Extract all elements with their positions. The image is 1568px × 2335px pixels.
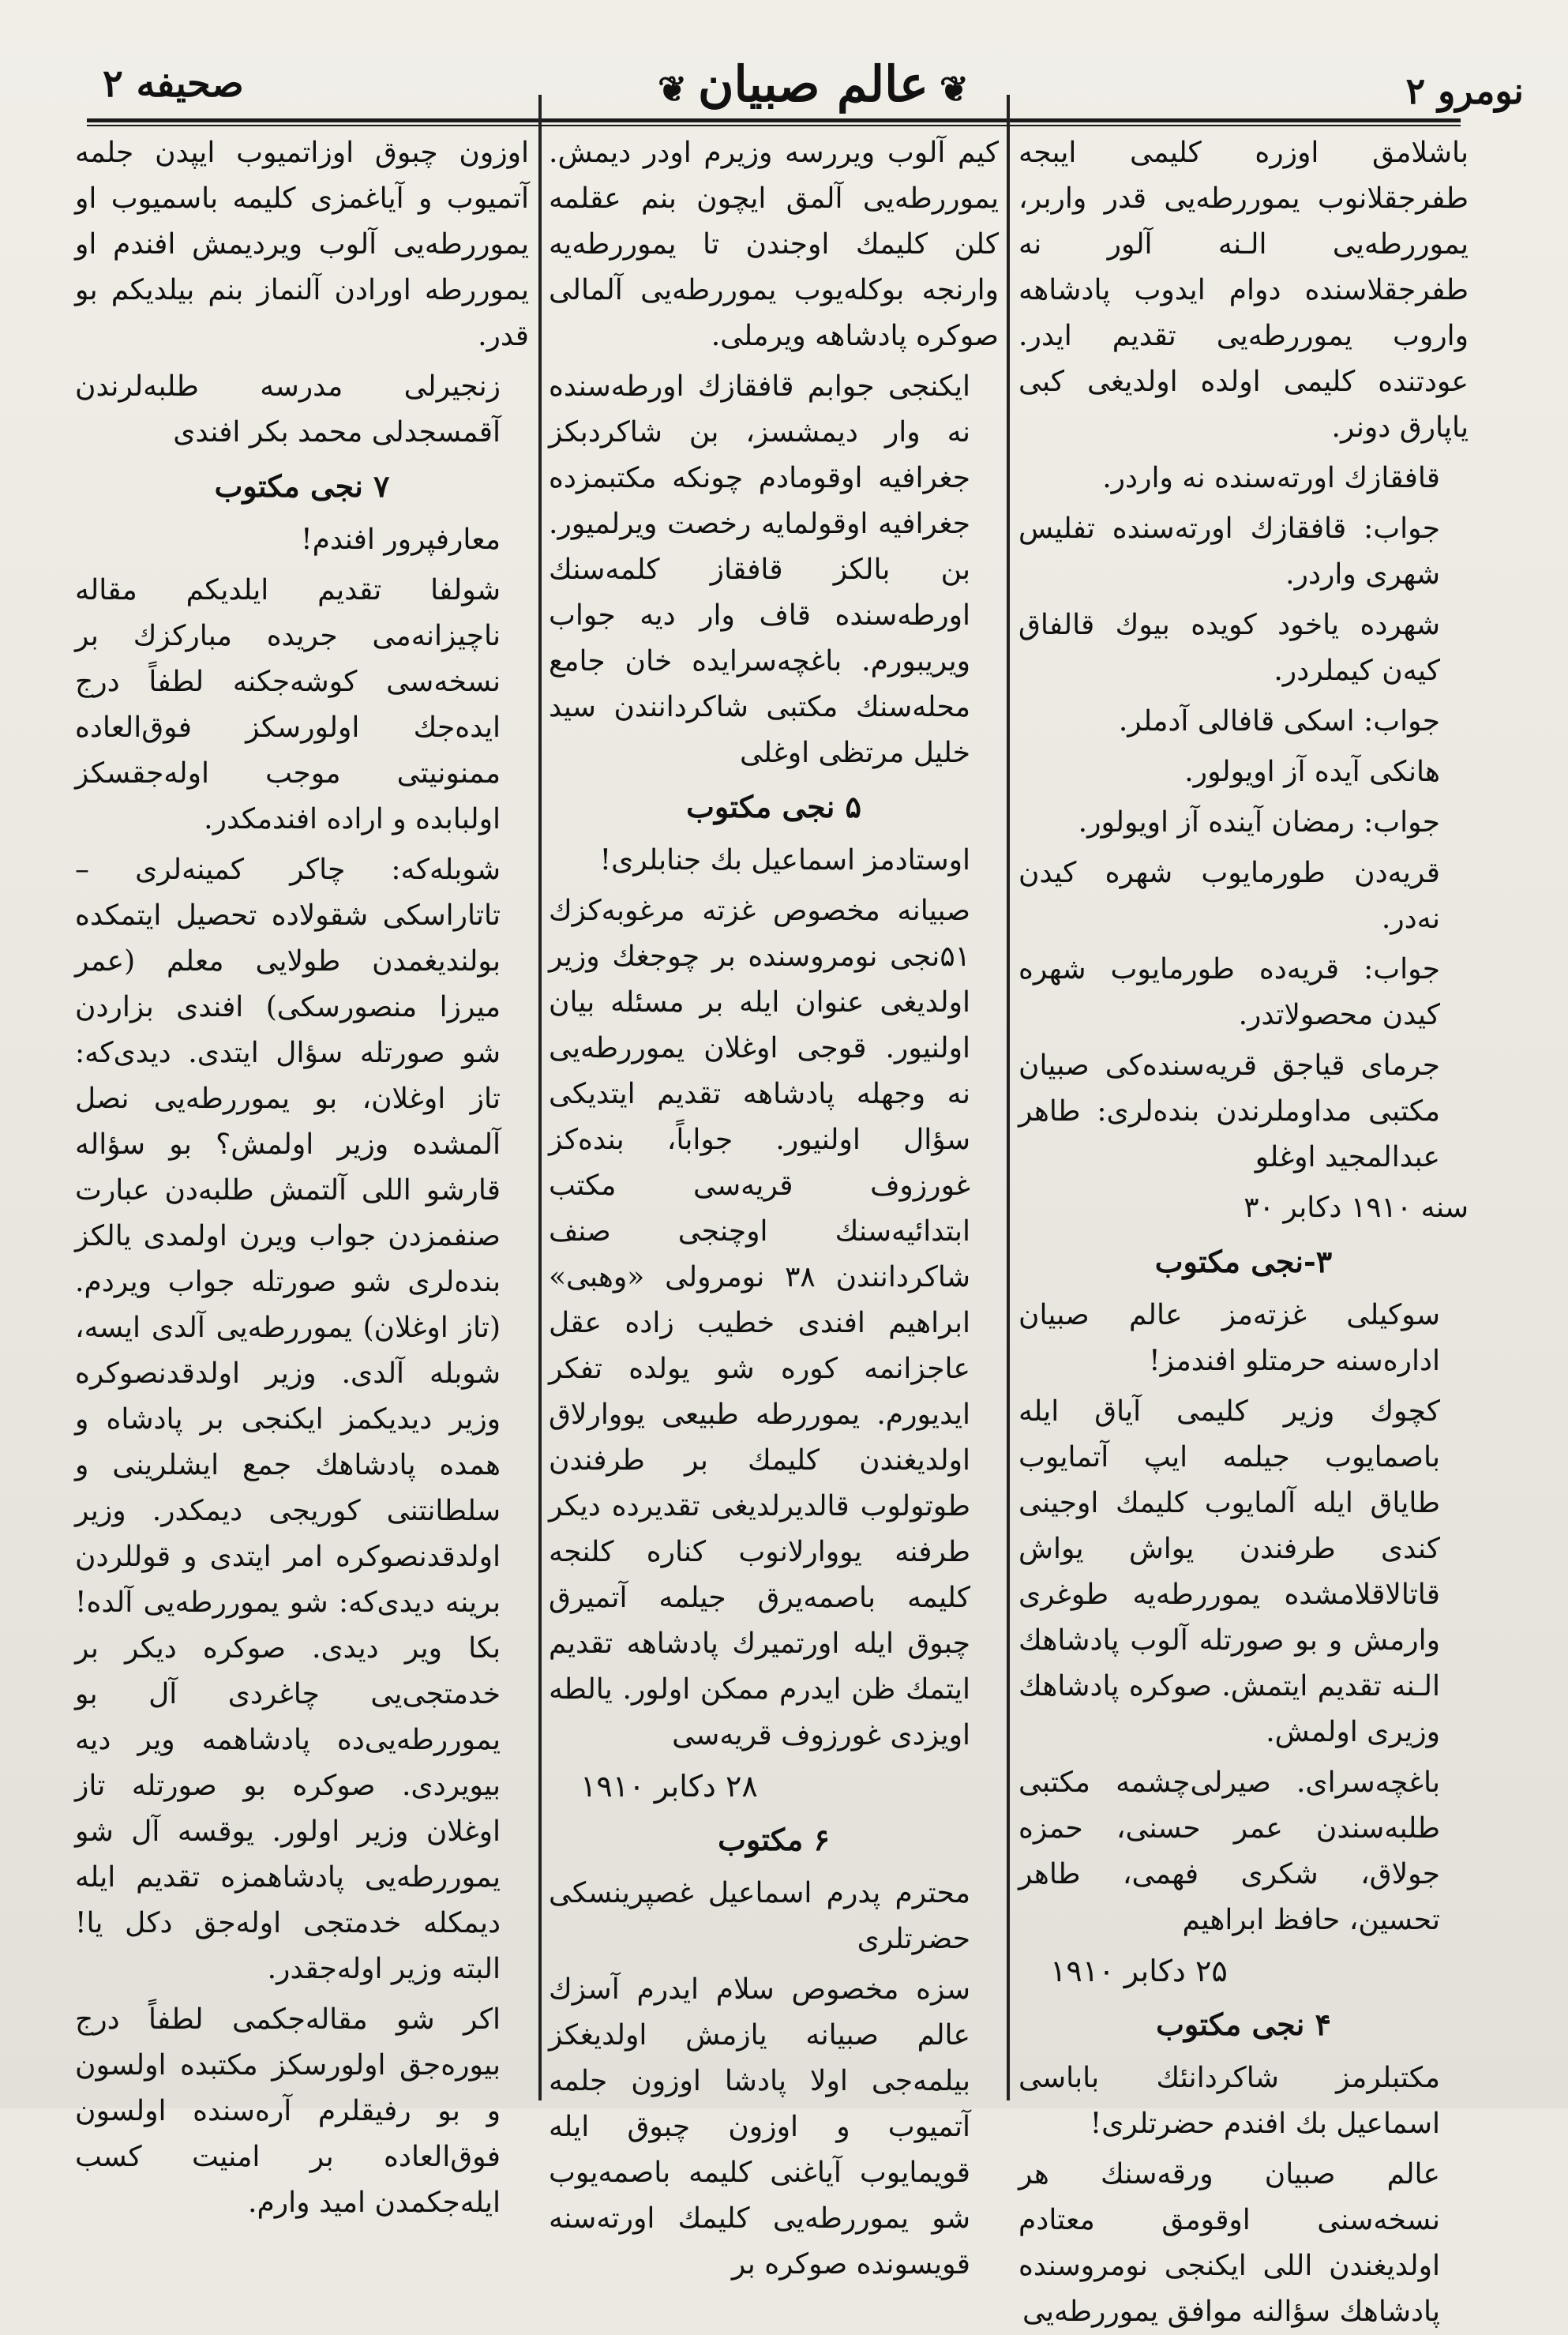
paragraph: قريه‌دن طورمايوب شهره كيدن نه‌در. [1018, 857, 1440, 935]
paragraph: اوستادمز اسماعيل بك جنابلرى! [599, 844, 970, 877]
letter-heading: ۴ نجى مكتوب [1156, 2007, 1331, 2042]
date-line: ۲۵ دكابر ۱۹۱۰ [1050, 1954, 1228, 1988]
paragraph: سوكيلى غزته‌مز عالم صبيان اداره‌سنه حرمتلو افندمز! [1018, 1299, 1440, 1377]
newspaper-title-text: عالم صبيان [697, 55, 929, 113]
paragraph: اوزون چبوق اوزاتميوب ايپدن جلمه آتميوب و آياغمزى كليمه باسميوب او يموررطه‌يى آلوب ويرديمش افندم او يموررطه اورادن آلنماز بنم بيلديكم بو قدر. [75, 137, 529, 352]
paragraph: قافقازك اورته‌سنده نه واردر. [1102, 462, 1440, 494]
letter-heading: ۷ نجى مكتوب [214, 468, 390, 504]
date-line: ۲۸ دكابر ۱۹۱۰ [580, 1769, 758, 1804]
paragraph: كيم آلوب ويررسه وزيرم اودر ديمش. يموررطه‌يى آلمق ايچون بنم عقلمه كلن كليمك اوجندن تا يموررطه‌يه وارنجه بوكله‌يوب يموررطه‌يى آلمالى صوكره پادشاهه ويرملى. [549, 137, 999, 352]
paragraph: معارفپرور افندم! [301, 524, 501, 556]
newspaper-title [647, 55, 980, 113]
signature: جرماى قياجق قريه‌سنده‌كى صبيان مكتبى مداوملرندن بنده‌لرى: طاهر عبدالمجيد اوغلو [1018, 1049, 1440, 1173]
issue-number: نومرو ۲ [1405, 69, 1524, 112]
column-middle [549, 130, 999, 2281]
paragraph: محترم پدرم اسماعيل غصپرينسكى حضرتلرى [549, 1877, 970, 1955]
signature: باغچه‌سراى. صيرلى‌چشمه مكتبى طلبه‌سندن عمر حسنى، حمزه جولاق، شكرى فهمى، طاهر تحسين، حافظ ابراهيم [1018, 1766, 1440, 1936]
signature: زنجيرلى مدرسه طلبه‌لرندن آقمسجدلى محمد بكر افندى [75, 370, 501, 449]
date-line: سنه ۱۹۱۰ دكابر ۳۰ [1244, 1192, 1469, 1224]
ornament-icon: ❦ [940, 69, 969, 110]
letter-heading: ۳-نجى مكتوب [1154, 1244, 1333, 1279]
letter-heading: ۶ مكتوب [718, 1822, 830, 1857]
paragraph: شولفا تقديم ايلديكم مقاله ناچيزانه‌مى جريده مباركزك بر نسخه‌سى كوشه‌جكنه لطفاً درج ايده‌جك اولورسكز فوق‌العاده ممنونيتى موجب اوله‌جقسكز اولبابده و اراده افندمكدر. [75, 574, 501, 835]
paragraph: عالم صبيان ورقه‌سنك هر نسخه‌سنى اوقومق معتادم اولديغندن اللى ايكنجى نومروسنده پادشاهك سؤالنه موافق يموررطه‌يى [1018, 2158, 1440, 2328]
paragraph: جواب: رمضان آينده آز اويولور. [1078, 806, 1440, 839]
paragraph: جواب: اسكى قافالى آدملر. [1118, 705, 1440, 738]
paragraph: ايكنجى جوابم قافقازك اورطه‌سنده نه وار ديمشسز، بن شاكردبكز جغرافيه اوقومادم چونكه مكتبمزده جغرافيه اوقولمايه رخصت ويرلميور. بن بالكز قافقاز كلمه‌سنك اورطه‌سنده قاف وار ديه جواب ويريبورم. باغچه‌سرايده خان جامع محله‌سنك مكتبى شاكردانندن سيد خليل مرتظى اوغلى [549, 370, 970, 769]
masthead [71, 39, 1555, 126]
letter-heading: ۵ نجى مكتوب [686, 789, 861, 824]
paragraph: باشلامق اوزره كليمى ايبجه طفرجقلانوب يموررطه‌يى قدر واربر، يموررطه‌يى الـنه آلور نه طفرجقلاسنده دوام ايدوب پادشاهه واروب يموررطه‌يى تقديم ايدر. عودتنده كليمى اولده اولديغى كبى ياپارق دونر. [1018, 137, 1469, 444]
ornament-icon: ❦ [658, 69, 687, 110]
paragraph: مكتبلرمز شاكردانئك باباسى اسماعيل بك افندم حضرتلرى! [1018, 2062, 1440, 2140]
paragraph: سزه مخصوص سلام ايدرم آسزك عالم صبيانه يازمش اولديغكز بيلمه‌جى اولا پادشا اوزون جلمه آتميوب و اوزون چبوق ايله قويمايوب آياغنى كليمه باصمه‌يوب شو يموررطه‌يى كليمك اورته‌سنه قويسونده صوكره بر [549, 1973, 970, 2281]
column-left [75, 130, 529, 2219]
paragraph: كچوك وزير كليمى آياق ايله باصمايوب جيلمه ايپ آتمايوب طاياق ايله آلمايوب كليمك اوجينى كندى طرفندن يواش يواش قاتالاقلامشده يموررطه‌يه طوغرى وارمش و بو صورتله آلوب پادشاهك الـنه تقديم ايتمش. صوكره پادشاهك وزيرى اولمش. [1018, 1395, 1440, 1748]
paragraph: شوبله‌كه: چاكر كمينه‌لرى – تاتاراسكى شقولاده تحصيل ايتمكده بولنديغمدن طولايى معلم (عمر ميرزا منصورسكى) افندى بزاردن شو صورتله سؤال ايتدى. ديدى‌كه: تاز اوغلان، بو يموررطه‌يى نصل آلمشده وزير اولمش؟ بو سؤاله قارشو اللى آلتمش طلبه‌دن عبارت صنفمزدن جواب ويرن اولمدى يالكز بنده‌لرى شو صورتله جواب ويردم. (تاز اوغلان) يموررطه‌يى آلدى ايسه، شوبله آلدى. وزير اولدقدنصوكره وزير ديديكمز ايكنجى بر پادشاه و همده پادشاهك جمع ايشلرينى و سلطانتنى كوريجى ديمكدر. وزير اولدقدنصوكره امر ايتدى و قوللردن برينه ديدى‌كه: شو يموررطه‌يى آلده! بكا وير ديدى. صوكره ديكر بر خدمتجى‌يى چاغردى آل بو يموررطه‌يى‌ده پادشاهمه وير ديه بيويردى. صوكره بو صورتله تاز اوغلان وزير اولور. يوقسه آل شو يموررطه‌يى پادشاهمزه تقديم ايله ديمكله خدمتجى اوله‌جق دكل يا! البته وزير اوله‌جقدر. [75, 854, 501, 1985]
paragraph: شهرده ياخود كويده بيوك قالفاق كيەن كيملردر. [1018, 609, 1440, 687]
column-divider-right [1007, 95, 1010, 2100]
paragraph: صبيانه مخصوص غزته مرغوبه‌كزك ۵۱نجى نومروسنده بر چوجغك وزير اولديغى عنوان ايله بر مسئله بيان اولنيور. قوجى اوغلان يموررطه‌يى نه وجهله پادشاهه تقديم ايتديكى سؤال اولنيور. جواباً، بنده‌كز غورزوف قريه‌سى مكتب ابتدائيه‌سنك اوچنجى صنف شاكردانندن ۳۸ نومرولى «وهبى» ابراهيم افندى خطيب زاده عقل عاجزانمه كوره شو يولده تفكر ايديورم. يموررطه طبيعى يووارلاق اولديغندن كليمك بر طرفندن طوتولوب قالديرلديغى تقديرده ديكر طرفنه يووارلانوب كناره كلنجه كليمه باصمه‌يرق جيلمه آتميرق چبوق ايله اورتميرك پادشاهه تقديم ايتمك ظن ايدرم ممكن اولور. يالطه اويزدى غورزوف قريه‌سى [549, 895, 970, 1751]
header-rule [87, 118, 1461, 122]
page-number: صحيفه ۲ [103, 62, 244, 106]
column-right [1018, 130, 1469, 2328]
paragraph: جواب: قافقازك اورته‌سنده تفليس شهرى واردر. [1018, 512, 1440, 591]
paragraph: هانكى آيده آز اويولور. [1184, 756, 1440, 788]
paragraph: اكر شو مقاله‌جكمى لطفاً درج بيوره‌جق اولورسكز مكتبده اولسون و بو رفيقلرم آره‌سنده اولسون فوق‌العاده بر امنيت كسب ايله‌جكمدن اميد وارم. [75, 2003, 501, 2219]
paragraph: جواب: قريه‌ده طورمايوب شهره كيدن محصولاتدر. [1018, 953, 1440, 1031]
header-rule-thin [87, 125, 1461, 126]
column-divider-left [538, 95, 542, 2100]
